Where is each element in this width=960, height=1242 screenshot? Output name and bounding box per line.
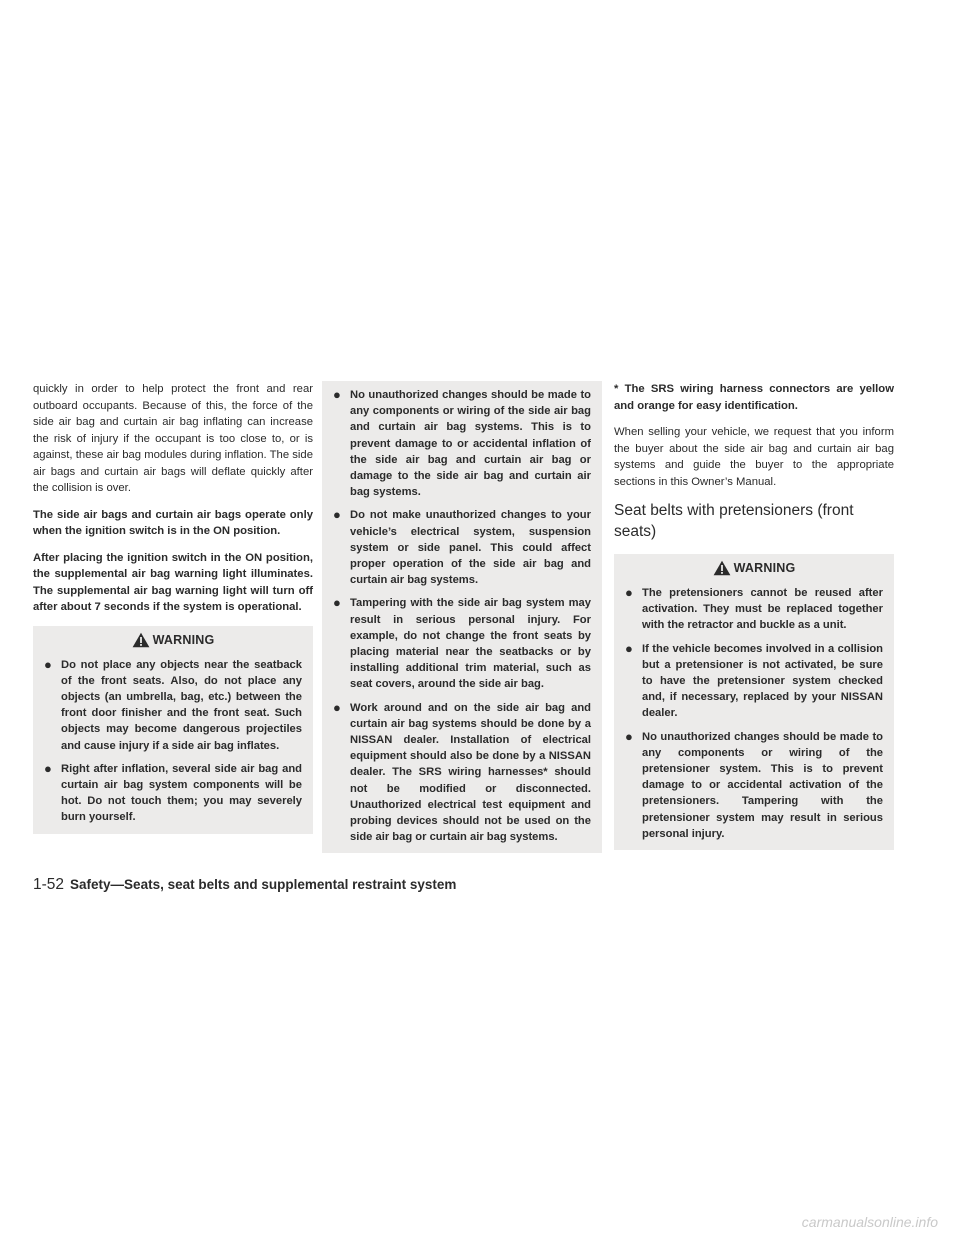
page-footer	[33, 876, 456, 894]
warning-bullet	[44, 657, 302, 754]
body-paragraph-bold: The side air bags and curtain air bags operate only when the ignition switch is in the ON position.	[33, 508, 313, 537]
warning-header	[44, 632, 302, 648]
bullet-text: Tampering with the side air bag system may result in serious personal injury. For example, do not change the front seats by placing material near the seatbacks or by installing additional trim material, such as seat covers, around the side air bag.	[350, 597, 591, 691]
warning-box	[33, 626, 313, 834]
column-middle	[322, 381, 602, 853]
warning-box-continued	[322, 381, 602, 853]
warning-box	[614, 554, 894, 850]
warning-bullet	[625, 585, 883, 634]
footer-title: Safety—Seats, seat belts and supplemental restraint system	[70, 877, 457, 892]
watermark: carmanualsonline.info	[801, 1214, 938, 1230]
bullet-dot-icon: ●	[333, 507, 341, 523]
bullet-text: Work around and on the side air bag and curtain air bag systems should be done by a NISSAN dealer. Installation of electrical equipment should also be done by a NISSAN dealer. The SRS wiring harnesses* should not be modified or disconnected. Unauthorized electrical test equipment and probing devices should not be used on the side air bag or curtain air bag systems.	[350, 701, 591, 844]
bullet-text: Do not place any objects near the seatback of the front seats. Also, do not place any objects (an umbrella, bag, etc.) between the front door finisher and the front seat. Such objects may become dangerous projectiles and cause injury if a side air bag inflates.	[61, 658, 302, 752]
column-right	[614, 381, 894, 850]
warning-bullet	[625, 641, 883, 722]
bullet-text: If the vehicle becomes involved in a collision but a pretensioner is not activated, be sure to have the pretensioner system checked and, if necessary, replaced by your NISSAN dealer.	[642, 642, 883, 720]
bullet-dot-icon: ●	[333, 699, 341, 715]
warning-bullet	[44, 761, 302, 826]
bullet-dot-icon: ●	[333, 595, 341, 611]
body-paragraph: quickly in order to help protect the front and rear outboard occupants. Because of this, the force of the side air bag and curtain air bag inflating can increase the risk of injury if the occupant is too close to, or is against, these air bag modules during inflation. The side air bags and curtain air bags will deflate quickly after the collision is over.	[33, 383, 313, 494]
warning-title: WARNING	[152, 632, 215, 647]
warning-bullet	[333, 387, 591, 500]
page-number: 1-52	[33, 876, 65, 893]
bullet-dot-icon: ●	[333, 387, 341, 402]
bullet-dot-icon: ●	[44, 656, 52, 672]
warning-bullet	[333, 595, 591, 692]
column-left	[33, 381, 313, 834]
warning-triangle-icon	[132, 632, 150, 648]
body-paragraph-bold: After placing the ignition switch in the ON position, the supplemental air bag warning light illuminates. The supplemental air bag warning light will turn off after about 7 seconds if the system is operational.	[33, 551, 313, 613]
body-paragraph: When selling your vehicle, we request that you inform the buyer about the side air bag and curtain air bag systems and guide the buyer to the appropriate sections in this Owner’s Manual.	[614, 426, 894, 488]
warning-title: WARNING	[733, 561, 796, 575]
warning-header	[625, 560, 883, 576]
warning-bullet	[333, 507, 591, 588]
bullet-text: Do not make unauthorized changes to your vehicle’s electrical system, suspension system or side panel. This could affect proper operation of the side air bag and curtain air bag systems.	[350, 509, 591, 587]
section-title: Seat belts with pretensioners (front seats)	[614, 502, 854, 540]
warning-bullet	[333, 700, 591, 846]
bullet-text: Right after inflation, several side air bag and curtain air bag system components will be hot. Do not touch them; you may severely burn yourself.	[61, 762, 302, 824]
warning-bullet	[625, 729, 883, 842]
bullet-dot-icon: ●	[625, 585, 633, 600]
bullet-dot-icon: ●	[625, 640, 633, 656]
bullet-text: No unauthorized changes should be made to any components or wiring of the side air bag and curtain air bag systems. This is to prevent damage to or accidental inflation of the side air bag and curtain air bag or damage to the side air bag and curtain air bag systems.	[350, 389, 591, 499]
warning-triangle-icon	[713, 560, 731, 576]
bullet-dot-icon: ●	[44, 760, 52, 776]
bullet-text: No unauthorized changes should be made to any components or wiring of the pretensioner system. This is to prevent damage to or accidental activation of the pretensioners. Tampering with the pretensioner system may result in serious personal injury.	[642, 730, 883, 840]
bullet-text: The pretensioners cannot be reused after activation. They must be replaced together with the retractor and buckle as a unit.	[642, 587, 883, 632]
footnote: * The SRS wiring harness connectors are yellow and orange for easy identification.	[614, 383, 894, 412]
bullet-dot-icon: ●	[625, 728, 633, 744]
